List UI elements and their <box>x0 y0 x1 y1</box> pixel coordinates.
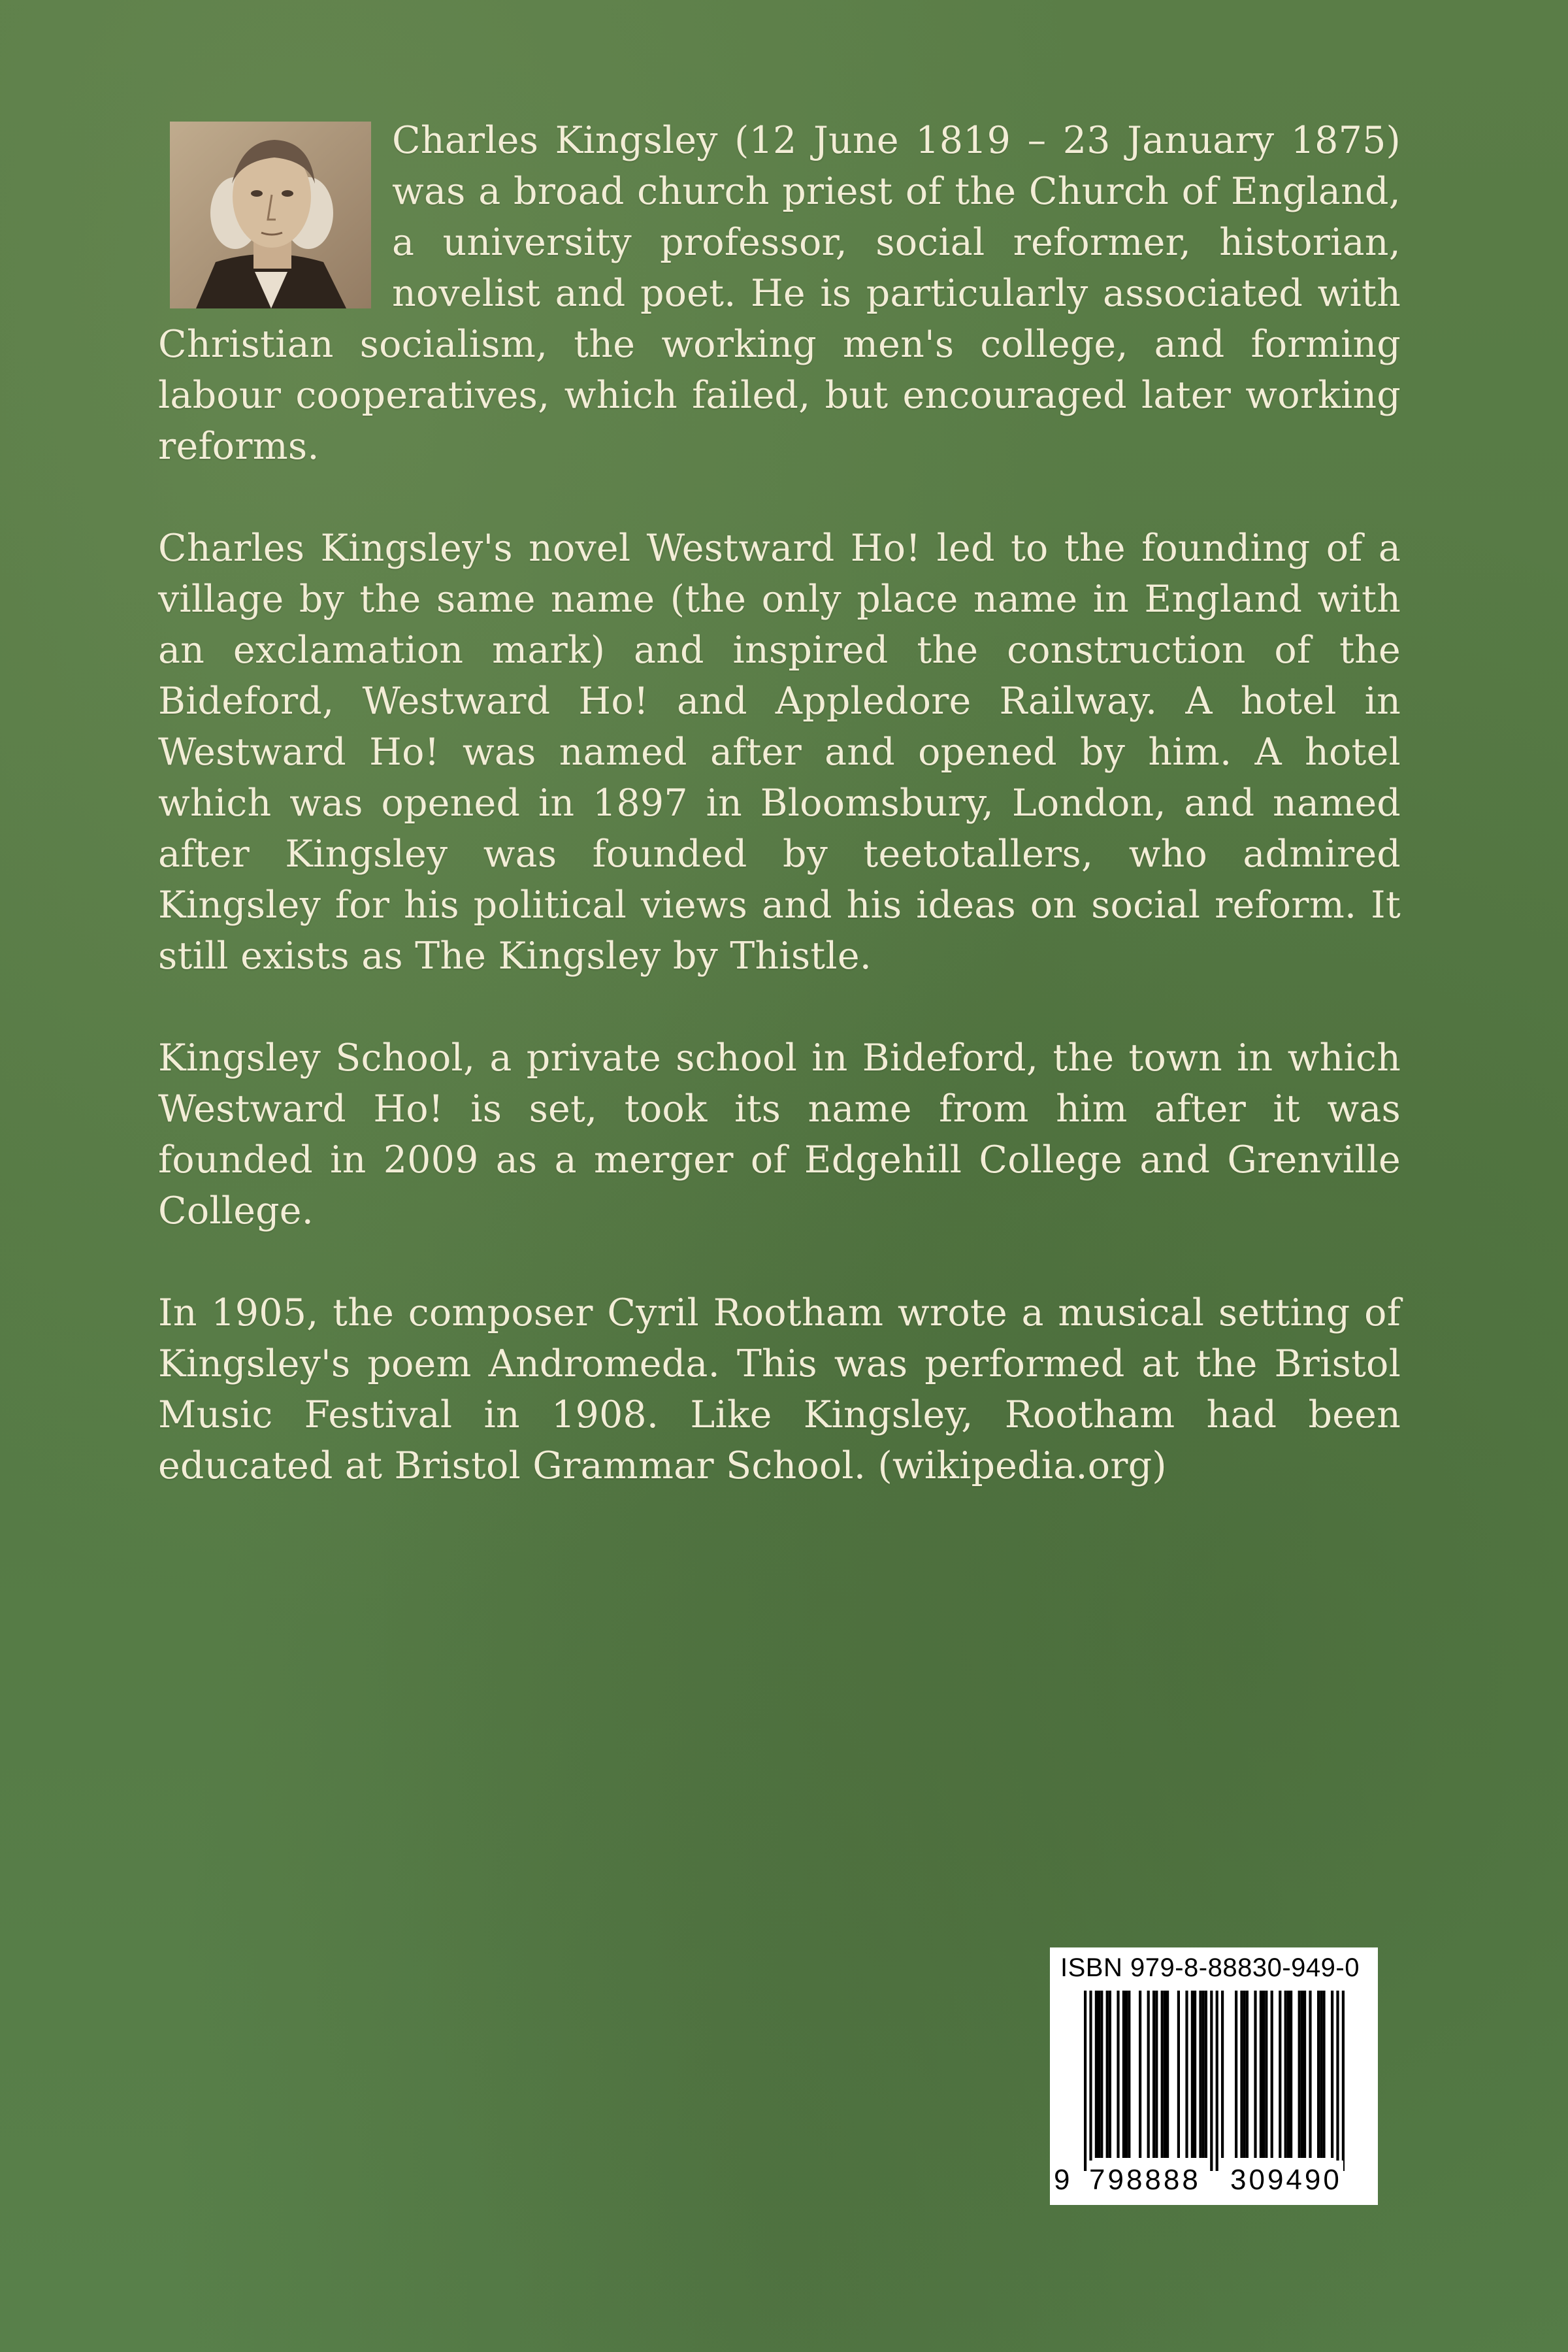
barcode-bar <box>1139 1991 1141 2158</box>
barcode-bar <box>1271 1991 1273 2158</box>
barcode-bar <box>1298 1991 1301 2158</box>
isbn-label: ISBN 979-8-88830-949-0 <box>1060 1953 1360 1982</box>
barcode-bar <box>1287 1991 1290 2158</box>
barcode-bar <box>1166 1991 1169 2158</box>
barcode-bar <box>1284 1991 1287 2158</box>
barcode-bar <box>1147 1991 1150 2158</box>
barcode-bar <box>1098 1991 1100 2158</box>
barcode-bar <box>1309 1991 1311 2158</box>
barcode-bar <box>1164 1991 1166 2158</box>
barcode-bar <box>1128 1991 1130 2158</box>
paragraph-biography <box>158 115 1401 472</box>
barcode-bar <box>1177 1991 1180 2158</box>
barcode-bar <box>1301 1991 1303 2158</box>
ean-first-digit: 9 <box>1053 2161 1071 2200</box>
barcode-bar <box>1265 1991 1267 2158</box>
barcode-bar <box>1322 1991 1325 2158</box>
paragraph-westward-ho: Charles Kingsley's novel Westward Ho! led to the founding of a village by the same name (the only place name in England with an exclamation mark) and inspired the construction of the Bideford, Westward Ho! and Appledore Railway. A hotel in Westward Ho! was named after and opened by him. A hotel which was opened in 1897 in Bloomsbury, London, and named after Kingsley was founded by teetotallers, who admired Kingsley for his political views and his ideas on social reform. It still exists as The Kingsley by Thistle. <box>158 527 1401 978</box>
barcode-bar <box>1152 1991 1155 2158</box>
ean-digits <box>1050 2161 1378 2200</box>
paragraph-kingsley-school: Kingsley School, a private school in Bideford, the town in which Westward Ho! is set, took its name from him after it was founded in 2009 as a merger of Edgehill College and Grenville College. <box>158 1036 1401 1233</box>
barcode-bar <box>1336 1991 1339 2171</box>
barcode-bar <box>1279 1991 1281 2158</box>
barcode-bar <box>1125 1991 1128 2158</box>
barcode-bar <box>1202 1991 1205 2158</box>
barcode-bar <box>1109 1991 1111 2158</box>
paragraph-biography-text: Charles Kingsley (12 June 1819 – 23 January 1875) was a broad church priest of the Church of England, a university professor, social reformer, historian, novelist and poet. He is particularly associated with Christian socialism, the working men's college, and forming labour cooperatives, which failed, but encouraged later working reforms. <box>158 119 1401 468</box>
barcode-bar <box>1095 1991 1098 2158</box>
barcode-bar <box>1100 1991 1103 2158</box>
barcode-bar <box>1260 1991 1262 2158</box>
barcode-bar <box>1254 1991 1256 2158</box>
barcode-bar <box>1191 1991 1194 2158</box>
barcode-bar <box>1155 1991 1158 2158</box>
paragraph-rootham: In 1905, the composer Cyril Rootham wrote a musical setting of Kingsley's poem Andromeda. This was performed at the Bristol Music Festival in 1908. Like Kingsley, Rootham had been educated at Bristol Grammar School. (wikipedia.org) <box>158 1291 1401 1487</box>
barcode-bar <box>1342 1991 1345 2171</box>
author-portrait <box>170 122 371 308</box>
barcode-bar <box>1210 1991 1213 2171</box>
barcode-bar <box>1117 1991 1119 2158</box>
barcode-bar <box>1221 1991 1224 2158</box>
barcode-bar <box>1317 1991 1320 2158</box>
author-portrait-image <box>170 122 371 308</box>
barcode-bar <box>1084 1991 1086 2171</box>
barcode-bar <box>1262 1991 1265 2158</box>
back-cover-text <box>158 115 1401 1542</box>
barcode-bar <box>1161 1991 1164 2158</box>
isbn-barcode <box>1050 1947 1378 2205</box>
barcode-bar <box>1106 1991 1109 2158</box>
barcode-bar <box>1185 1991 1188 2158</box>
barcode-bar <box>1194 1991 1196 2158</box>
barcode-bar <box>1320 1991 1322 2158</box>
ean-left-digits: 798888 <box>1088 2161 1202 2200</box>
barcode-bar <box>1240 1991 1243 2158</box>
barcode-bar <box>1235 1991 1237 2158</box>
barcode-bar <box>1205 1991 1207 2158</box>
barcode-bar <box>1246 1991 1249 2158</box>
barcode-bar <box>1216 1991 1218 2171</box>
barcode-bar <box>1089 1991 1092 2171</box>
ean-right-digits: 309490 <box>1229 2161 1343 2200</box>
barcode-bar <box>1199 1991 1201 2158</box>
barcode-bar <box>1122 1991 1125 2158</box>
barcode-bar <box>1290 1991 1292 2158</box>
barcode-bar <box>1243 1991 1246 2158</box>
barcode-bar <box>1303 1991 1306 2158</box>
barcode-bar <box>1331 1991 1333 2158</box>
